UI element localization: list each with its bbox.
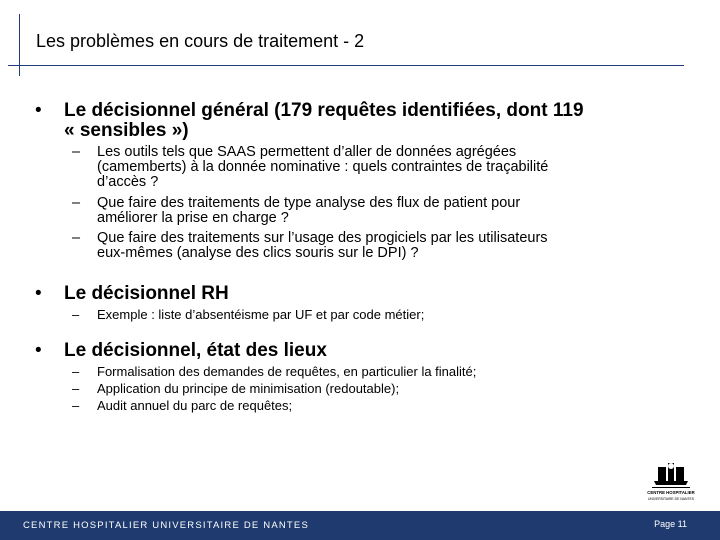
bullet-dot: • [35, 100, 42, 121]
bullet-dash: – [72, 195, 81, 211]
item-line: Les outils tels que SAAS permettent d’aller de données agrégées [97, 144, 517, 160]
bullet-dash: – [72, 364, 80, 379]
item-line: Que faire des traitements de type analyse des flux de patient pour [97, 195, 521, 211]
footer-institution: CENTRE HOSPITALIER UNIVERSITAIRE DE NANTES [23, 520, 310, 531]
list-item [72, 398, 652, 413]
section-heading-decisionnel-general [35, 100, 664, 141]
list-item [72, 195, 652, 226]
chu-nantes-logo-icon [646, 459, 696, 505]
item-line: (camemberts) à la donnée nominative : quels contraintes de traçabilité [97, 159, 549, 175]
bullet-dash: – [72, 398, 80, 413]
item-line: Formalisation des demandes de requêtes, en particulier la finalité; [97, 364, 477, 379]
section-heading-decisionnel-rh [35, 283, 664, 304]
item-line: Exemple : liste d’absentéisme par UF et par code métier; [97, 307, 425, 322]
title-horizontal-rule [8, 65, 684, 66]
bullet-dash: – [72, 381, 80, 396]
item-line: Audit annuel du parc de requêtes; [97, 398, 293, 413]
logo-text-line2: UNIVERSITAIRE DE NANTES [647, 497, 695, 501]
title-vertical-rule [19, 14, 20, 76]
heading-line: Le décisionnel général (179 requêtes identifiées, dont 119 [64, 100, 584, 121]
bullet-dash: – [72, 307, 80, 322]
bullet-dot: • [35, 340, 42, 361]
heading-line: Le décisionnel, état des lieux [64, 340, 327, 361]
section-heading-etat-des-lieux [35, 340, 664, 361]
footer-bar [0, 511, 720, 540]
list-item [72, 230, 652, 261]
heading-line: « sensibles ») [64, 120, 189, 141]
list-item [72, 307, 652, 322]
page-number: Page 11 [654, 519, 687, 529]
item-line: Que faire des traitements sur l’usage des progiciels par les utilisateurs [97, 230, 548, 246]
list-item [72, 144, 652, 190]
item-line: eux-mêmes (analyse des clics souris sur le DPI) ? [97, 245, 419, 261]
bullet-dash: – [72, 230, 81, 246]
item-line: Application du principe de minimisation (redoutable); [97, 381, 400, 396]
list-item [72, 364, 652, 379]
slide-title: Les problèmes en cours de traitement - 2 [36, 31, 365, 51]
bullet-dash: – [72, 144, 81, 160]
bullet-dot: • [35, 283, 42, 304]
item-line: d’accès ? [97, 174, 159, 190]
heading-line: Le décisionnel RH [64, 283, 229, 304]
list-item [72, 381, 652, 396]
item-line: améliorer la prise en charge ? [97, 210, 289, 226]
logo-text-line1: CENTRE HOSPITALIER [647, 490, 695, 495]
